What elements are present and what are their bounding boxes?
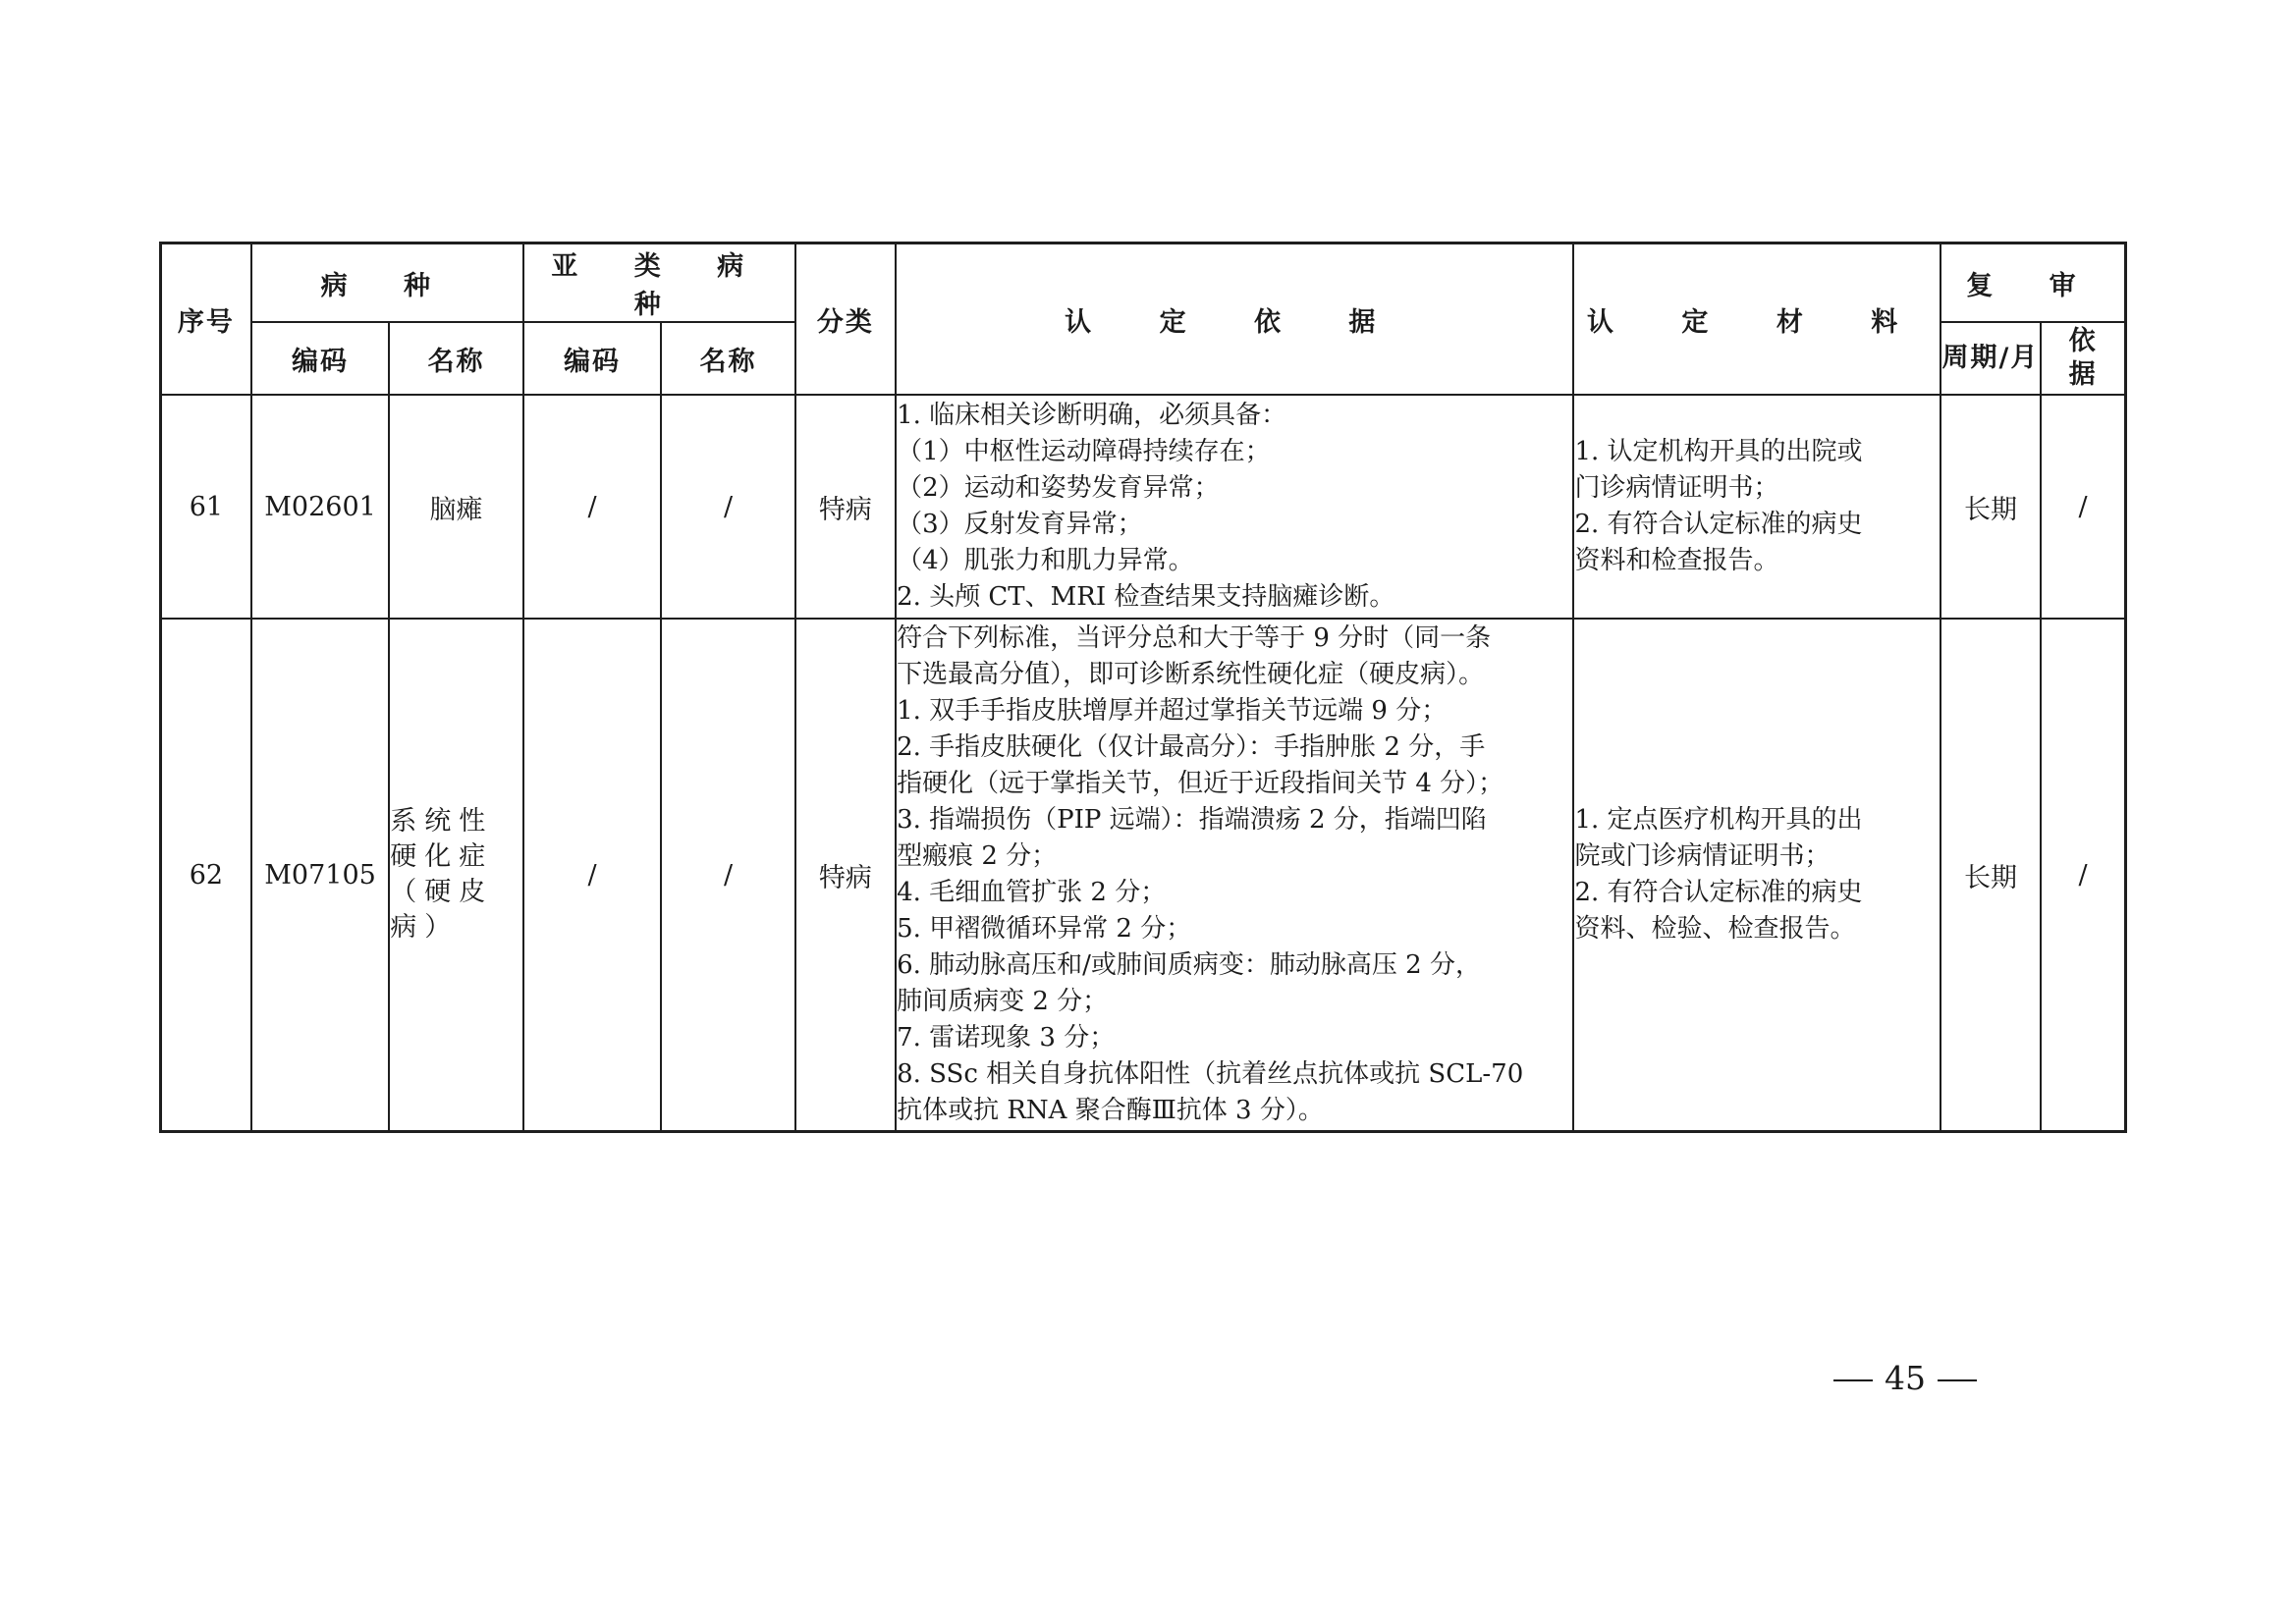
table-row <box>161 619 2126 1132</box>
header-sub-name: 名称 <box>661 322 794 395</box>
material-line: 门诊病情证明书； <box>1574 473 1779 503</box>
disease-criteria-table <box>159 242 2127 1133</box>
header-disease-group: 病 种 <box>251 243 523 323</box>
row-materials <box>1573 395 1940 619</box>
row-sub-code: / <box>523 619 661 1132</box>
row-category: 特病 <box>795 619 896 1132</box>
basis-line: （4）肌张力和肌力异常。 <box>897 546 1194 575</box>
row-name-line: 系统性 <box>390 806 494 837</box>
page-number-dash-left <box>1833 1379 1873 1381</box>
row-category: 特病 <box>795 395 896 619</box>
basis-line: 符合下列标准，当评分总和大于等于 9 分时（同一条 <box>897 623 1492 653</box>
material-line: 资料、检验、检查报告。 <box>1574 914 1856 944</box>
basis-line: 3. 指端损伤（PIP 远端）：指端溃疡 2 分，指端凹陷 <box>897 805 1487 835</box>
header-subtype-group: 亚 类 病 种 <box>523 243 795 323</box>
basis-line: 型瘢痕 2 分； <box>897 841 1058 871</box>
basis-line: 8. SSc 相关自身抗体阳性（抗着丝点抗体或抗 SCL-70 <box>897 1059 1524 1089</box>
header-review-group: 复 审 <box>1941 243 2126 323</box>
row-sub-code: / <box>523 395 661 619</box>
basis-line: 6. 肺动脉高压和/或肺间质病变：肺动脉高压 2 分， <box>897 950 1481 980</box>
material-line: 资料和检查报告。 <box>1574 546 1779 575</box>
row-review-basis: / <box>2041 619 2125 1132</box>
row-review-basis: / <box>2041 395 2125 619</box>
page-number-value: 45 <box>1885 1359 1926 1397</box>
row-review-period: 长期 <box>1941 619 2041 1132</box>
row-materials <box>1573 619 1940 1132</box>
material-line: 1. 定点医疗机构开具的出 <box>1574 805 1863 835</box>
header-materials: 认 定 材 料 <box>1573 243 1940 396</box>
basis-line: 2. 头颅 CT、MRI 检查结果支持脑瘫诊断。 <box>897 582 1395 612</box>
header-name: 名称 <box>389 322 522 395</box>
row-basis <box>896 395 1573 619</box>
basis-line: 1. 临床相关诊断明确，必须具备： <box>897 401 1287 430</box>
header-code: 编码 <box>251 322 389 395</box>
basis-line: 7. 雷诺现象 3 分； <box>897 1023 1116 1053</box>
header-review-period: 周期/月 <box>1941 322 2041 395</box>
row-sub-name: / <box>661 619 794 1132</box>
page-number-dash-right <box>1938 1379 1977 1381</box>
row-name-line: 脑瘫 <box>429 494 483 525</box>
basis-line: 抗体或抗 RNA 聚合酶Ⅲ抗体 3 分）。 <box>897 1096 1324 1125</box>
table-row <box>161 395 2126 619</box>
basis-line: 下选最高分值），即可诊断系统性硬化症（硬皮病）。 <box>897 660 1485 689</box>
basis-line: 指硬化（远于掌指关节，但近于近段指间关节 4 分）； <box>897 769 1504 798</box>
basis-line: 1. 双手手指皮肤增厚并超过掌指关节远端 9 分； <box>897 696 1448 726</box>
basis-line: （1）中枢性运动障碍持续存在； <box>897 437 1271 466</box>
row-name-line: （硬皮 <box>390 877 494 907</box>
header-seq: 序号 <box>161 243 251 396</box>
basis-line: 5. 甲褶微循环异常 2 分； <box>897 914 1192 944</box>
row-code: M07105 <box>251 619 389 1132</box>
basis-line: 肺间质病变 2 分； <box>897 987 1109 1016</box>
row-name-line: 病） <box>390 912 460 943</box>
row-name-line: 硬化症 <box>390 841 494 872</box>
row-code: M02601 <box>251 395 389 619</box>
header-review-basis: 依据 <box>2041 322 2125 395</box>
row-basis <box>896 619 1573 1132</box>
header-category: 分类 <box>795 243 896 396</box>
material-line: 院或门诊病情证明书； <box>1574 841 1831 871</box>
header-row-1 <box>161 243 2126 323</box>
header-sub-code: 编码 <box>523 322 661 395</box>
basis-line: 4. 毛细血管扩张 2 分； <box>897 878 1167 907</box>
row-seq: 61 <box>161 395 251 619</box>
header-basis: 认 定 依 据 <box>896 243 1573 396</box>
basis-line: （2）运动和姿势发育异常； <box>897 473 1220 503</box>
basis-line: 2. 手指皮肤硬化（仅计最高分）：手指肿胀 2 分，手 <box>897 732 1486 762</box>
material-line: 2. 有符合认定标准的病史 <box>1574 510 1863 539</box>
page-number <box>1822 1359 1979 1397</box>
row-review-period: 长期 <box>1941 395 2041 619</box>
material-line: 1. 认定机构开具的出院或 <box>1574 437 1863 466</box>
material-line: 2. 有符合认定标准的病史 <box>1574 878 1863 907</box>
row-seq: 62 <box>161 619 251 1132</box>
row-name <box>389 619 522 1132</box>
basis-line: （3）反射发育异常； <box>897 510 1143 539</box>
row-sub-name: / <box>661 395 794 619</box>
row-name <box>389 395 522 619</box>
